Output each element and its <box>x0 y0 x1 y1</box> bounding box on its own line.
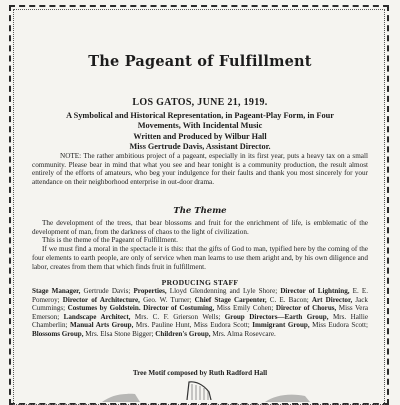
theme-paragraph: This is the theme of the Pageant of Fulfillment. <box>42 236 178 245</box>
staff-names: Mrs. Pauline Hunt, Miss Eudora Scott; <box>133 321 253 330</box>
staff-names: Gertrude Davis; <box>80 287 134 295</box>
staff-role: Director of Architecture, <box>62 295 140 304</box>
staff-names: Mrs. Elsa Stone Bigger; <box>83 329 156 338</box>
staff-role: Director of Costuming, <box>143 304 215 313</box>
theme-paragraph: The development of the trees, that bear blossoms and fruit for the enrichment of life, is emblematic of the development of man, from the darkness of chaos to the light of civilization. <box>32 219 368 236</box>
page-title: The Pageant of Fulfillment <box>88 53 312 70</box>
staff-names: Jack Cummings; <box>32 295 368 313</box>
staff-names: Geo. W. Turner; <box>139 295 195 304</box>
staff-role: Costumes by Goldstein. <box>67 304 141 313</box>
staff-role: Children's Group, <box>155 329 211 338</box>
staff-names: Mrs. Alma Rosevcare. <box>210 329 276 338</box>
motif-credit: Tree Motif composed by Ruth Radford Hall <box>132 369 268 377</box>
theme-section <box>32 219 368 271</box>
staff-names: Miss Vera Emerson; <box>32 304 368 321</box>
staff-names: Mrs. Hallie Chamberlin; <box>32 312 368 330</box>
staff-names: Lloyd Glendenning and Lyle Shore; <box>166 287 281 295</box>
staff-list <box>32 287 368 339</box>
staff-names: Miss Emily Cohen; <box>214 304 276 313</box>
staff-role: Stage Manager, <box>32 287 81 295</box>
staff-role: Art Director, <box>311 295 353 304</box>
note-paragraph: NOTE: The rather ambitious project of a pageant, especially in its first year, puts a heavy tax on a small community. Please bear in mind that what you see and hear tonight is a community production, the result almost entirely of the efforts of amateurs, who beg your indulgence for their faults and thank you most sincerely for your attendance on their neighborhood enterprise in out-door drama. <box>32 152 368 187</box>
staff-role: Immigrant Group, <box>252 321 310 330</box>
theme-heading: The Theme <box>173 206 227 216</box>
staff-names: Miss Eudora Scott; <box>309 321 368 330</box>
harp-icon <box>183 380 215 400</box>
theme-paragraph: If we must find a moral in the spectacle it is this: that the gifts of God to man, typified here by the coming of the four elements to earth people, are only of service when man learns to use them aright and, by his own diligence and labor, creates from them that which finds fruit in fulfillment. <box>32 245 368 271</box>
subtitle-line: Movements, With Incidental Music <box>137 121 263 130</box>
staff-role: Manual Arts Group, <box>69 321 134 330</box>
staff-role: Blossoms Group, <box>32 329 84 338</box>
staff-heading: PRODUCING STAFF <box>161 278 239 287</box>
staff-role: Landscape Architect, <box>63 312 131 321</box>
staff-role: Group Directors—Earth Group, <box>224 312 329 321</box>
staff-names: E. E. Pomeroy; <box>32 287 368 304</box>
subtitle <box>26 111 374 131</box>
staff-role: Director of Lightning, <box>280 287 350 295</box>
subtitle-line: A Symbolical and Historical Representation, in Pageant-Play Form, in Four <box>66 111 334 120</box>
staff-names: C. E. Bacon; <box>266 295 312 304</box>
dateline: LOS GATOS, JUNE 21, 1919. <box>132 97 268 108</box>
staff-names: Mrs. C. F. Grierson Wells; <box>130 312 225 321</box>
credits <box>26 132 374 151</box>
credit-line: Written and Produced by Wilbur Hall <box>133 132 267 141</box>
staff-role: Chief Stage Carpenter, <box>194 295 267 304</box>
staff-role: Properties, <box>133 287 167 295</box>
staff-role: Director of Chorus, <box>275 304 337 313</box>
credit-line: Miss Gertrude Davis, Assistant Director. <box>129 141 271 151</box>
